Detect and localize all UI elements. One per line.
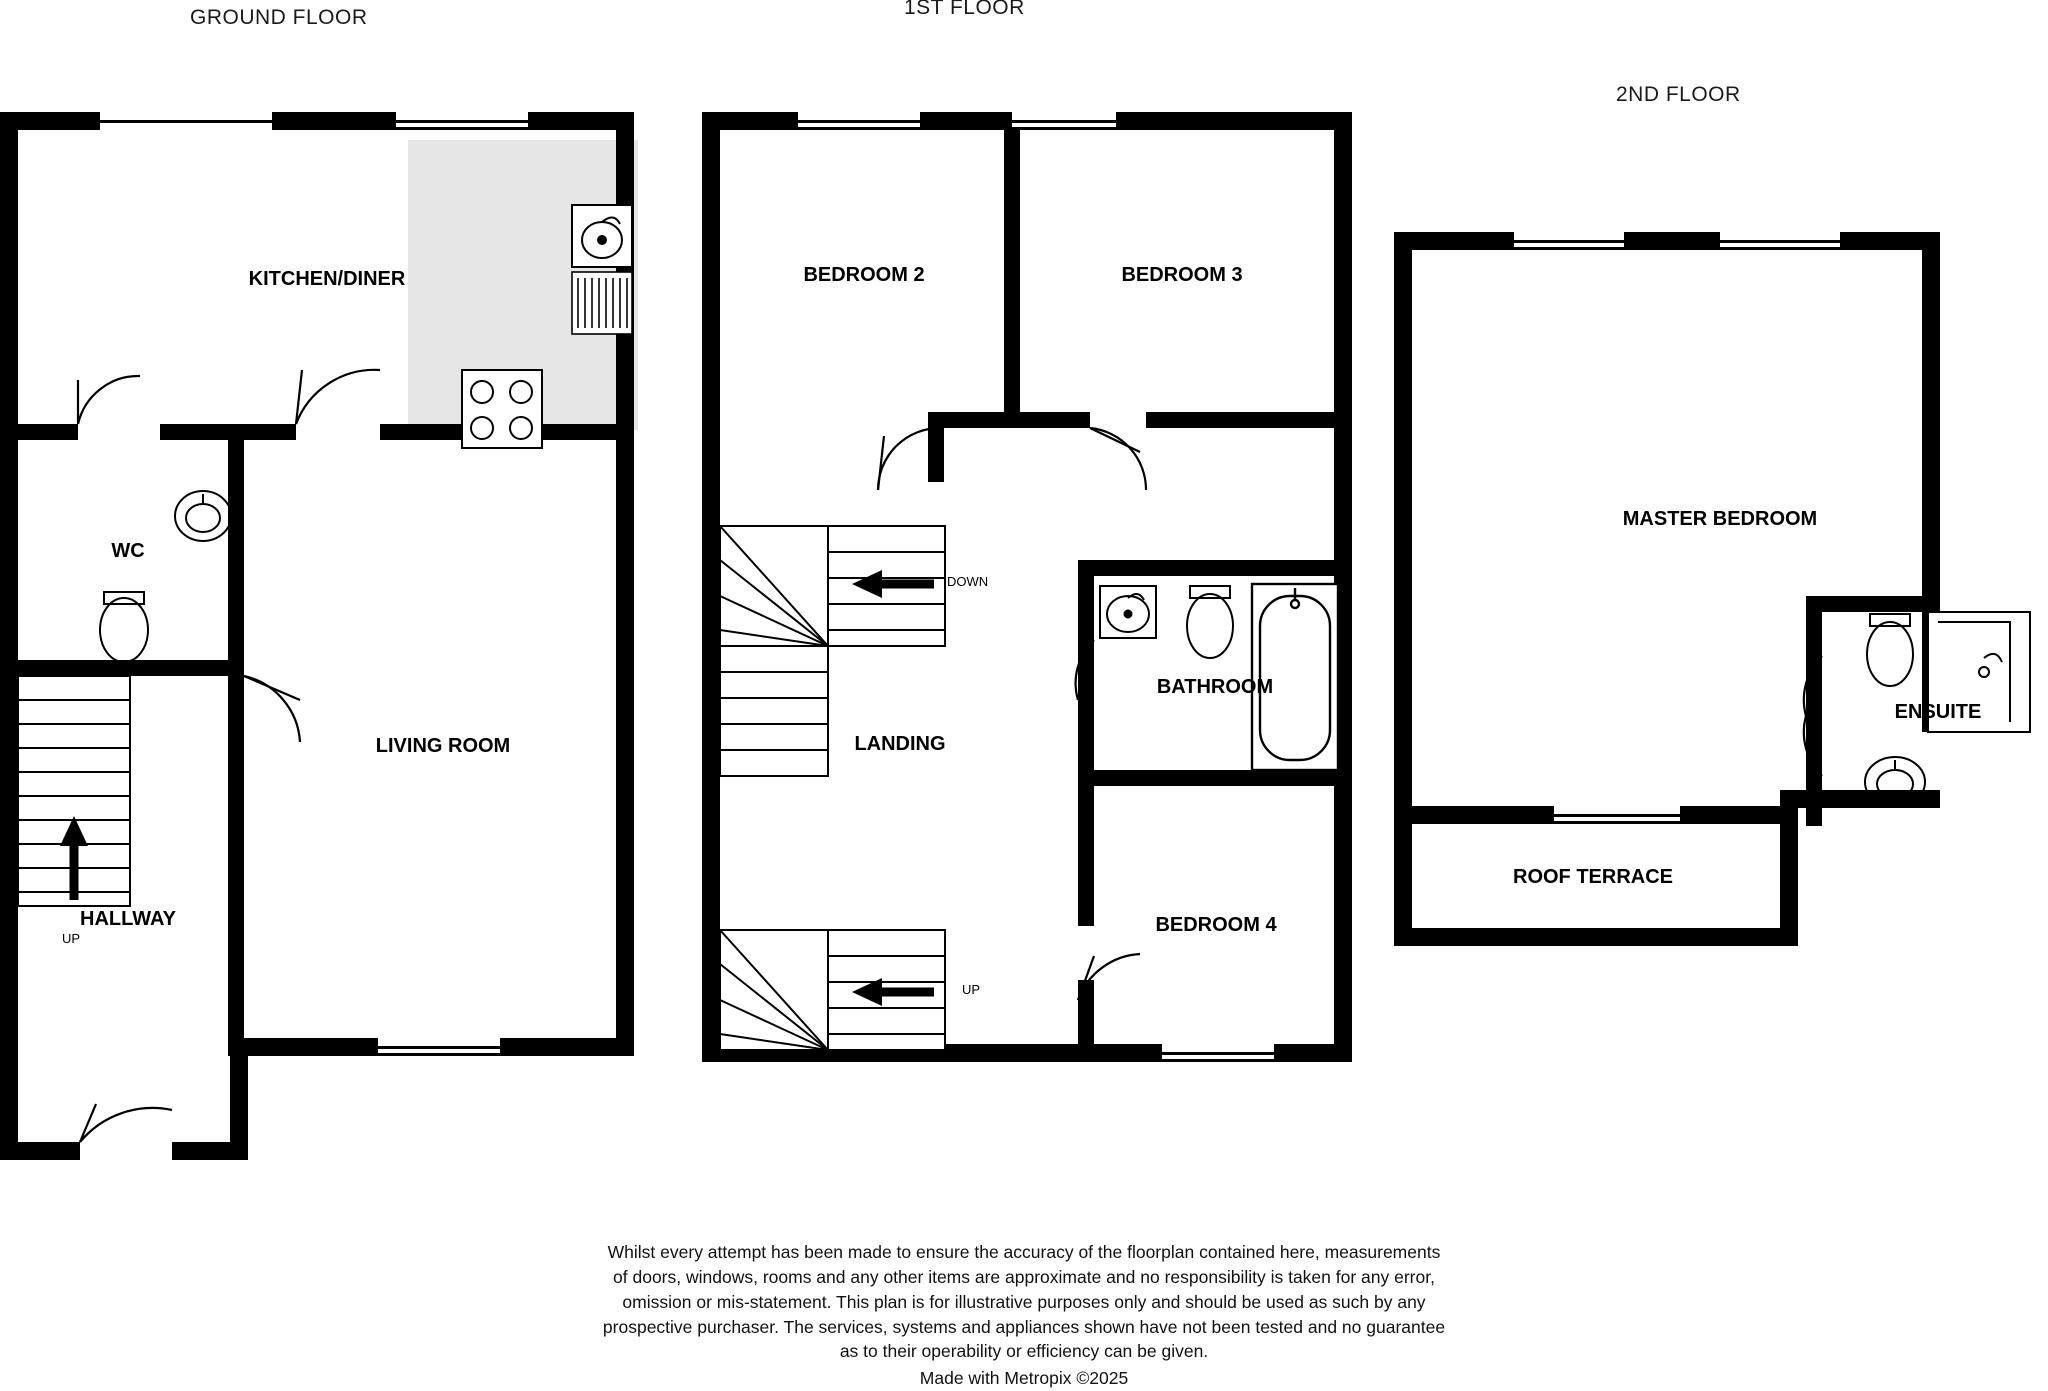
room-label-bedroom-4: BEDROOM 4 [1155, 914, 1277, 936]
disclaimer-line-3: omission or mis-statement. This plan is for illustrative purposes only and should be used as such by any [622, 1291, 1426, 1312]
room-label-master-bedroom: MASTER BEDROOM [1622, 508, 1818, 530]
room-label-roof-terrace: ROOF TERRACE [1513, 866, 1673, 888]
hob-icon [462, 370, 542, 448]
disclaimer-line-1: Whilst every attempt has been made to ensure the accuracy of the floorplan contained here, measurements [607, 1242, 1441, 1262]
floor-title-second: 2ND FLOOR [1616, 83, 1741, 106]
kitchen-sink-icon [572, 205, 632, 267]
first-floor-doors [878, 428, 1146, 1000]
second-floor-walls [1394, 232, 1940, 946]
room-label-hallway: HALLWAY [80, 908, 176, 930]
disclaimer-block [494, 1240, 1554, 1391]
floor-title-ground: GROUND FLOOR [190, 6, 368, 29]
floor-title-first: 1ST FLOOR [904, 0, 1025, 19]
room-label-landing: LANDING [854, 733, 946, 755]
room-label-bedroom-2: BEDROOM 2 [803, 264, 925, 286]
ensuite-toilet-icon [1867, 614, 1913, 686]
wc-toilet-icon [100, 592, 148, 662]
radiator-icon [572, 272, 632, 334]
stair-marker-first-up: UP [962, 982, 981, 997]
room-label-wc: WC [111, 540, 145, 562]
bathroom-toilet-icon [1187, 586, 1233, 658]
stair-marker-first-down: DOWN [947, 574, 989, 589]
room-label-ensuite: ENSUITE [1894, 701, 1982, 723]
second-floor-plan [1394, 232, 2030, 946]
disclaimer-line-2: of doors, windows, rooms and any other items are approximate and no responsibility is taken for any error, [613, 1266, 1435, 1287]
disclaimer-line-4: prospective purchaser. The services, systems and appliances shown have not been tested and no guarantee [602, 1316, 1446, 1337]
room-label-kitchen-diner: KITCHEN/DINER [248, 268, 406, 290]
metropix-credit: Made with Metropix ©2025 [919, 1368, 1129, 1389]
room-label-living-room: LIVING ROOM [375, 735, 511, 757]
room-label-bedroom-3: BEDROOM 3 [1121, 264, 1243, 286]
disclaimer-line-5: as to their operability or efficiency can be given. [839, 1341, 1209, 1362]
stair-marker-ground-up: UP [62, 931, 81, 946]
bathroom-basin-icon [1100, 586, 1156, 638]
wc-basin-icon [175, 491, 231, 541]
room-label-bathroom: BATHROOM [1156, 676, 1274, 698]
